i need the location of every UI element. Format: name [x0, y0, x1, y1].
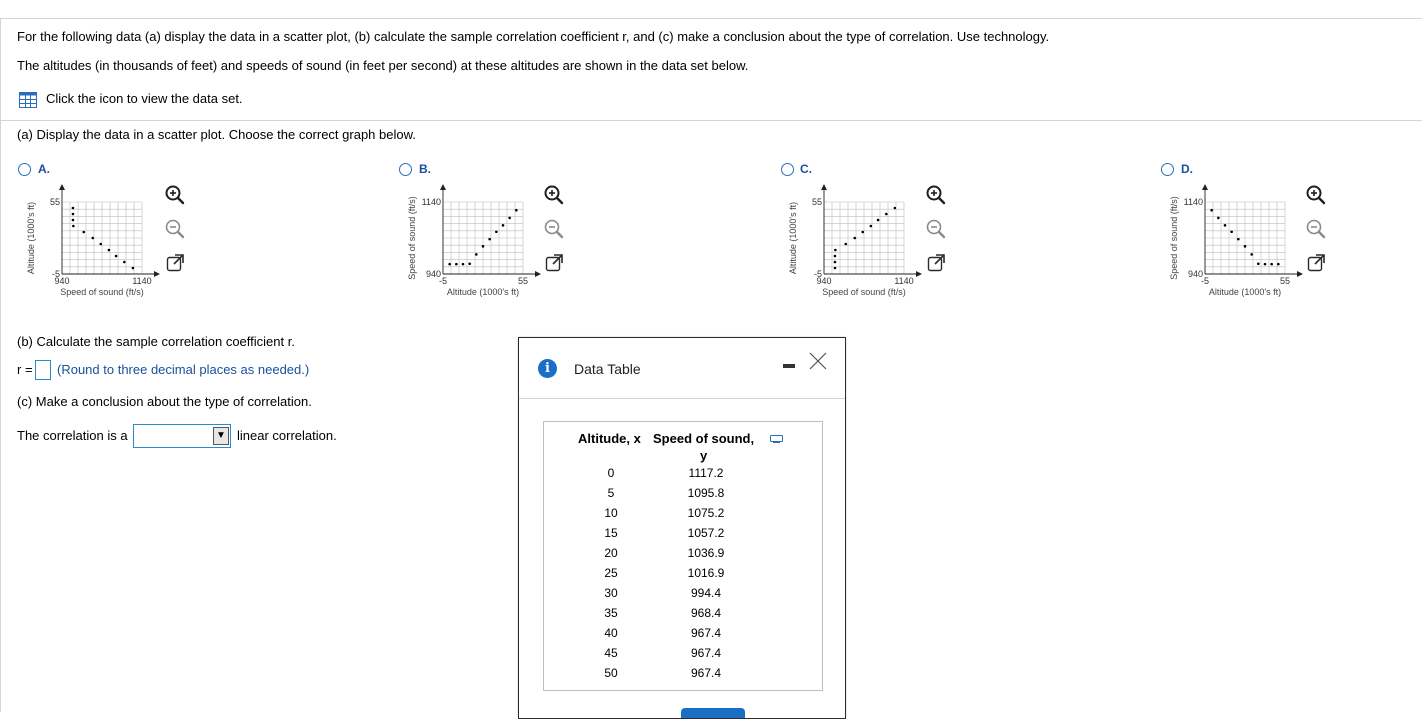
data-point	[508, 217, 511, 220]
y-axis-arrow	[821, 184, 827, 190]
table-cell-y: 1016.9	[687, 566, 725, 580]
conclusion-suffix: linear correlation.	[237, 428, 337, 443]
data-point	[72, 225, 75, 228]
table-cell-y: 1036.9	[687, 546, 725, 560]
data-point	[515, 209, 518, 212]
table-cell-x: 30	[604, 586, 618, 600]
pop-out-icon[interactable]	[164, 252, 186, 274]
data-point	[495, 231, 498, 234]
x-axis-arrow	[535, 271, 541, 277]
data-point	[1257, 262, 1260, 265]
section-divider	[0, 120, 1422, 121]
option-d-label: D.	[1181, 162, 1193, 176]
copy-icon[interactable]	[770, 433, 784, 445]
table-cell-x: 40	[604, 626, 618, 640]
x-tick-label: 55	[517, 276, 529, 286]
table-cell-y: 1057.2	[687, 526, 725, 540]
zoom-in-icon[interactable]	[164, 184, 186, 206]
option-a-label: A.	[38, 162, 50, 176]
data-point	[82, 231, 85, 234]
top-divider	[0, 18, 1422, 19]
data-point	[834, 249, 837, 252]
data-point	[502, 224, 505, 227]
minimize-icon[interactable]	[783, 364, 795, 368]
r-round-hint: (Round to three decimal places as needed.)	[57, 362, 310, 377]
data-table-dialog	[518, 337, 846, 719]
table-cell-x: 50	[604, 666, 618, 680]
part-c-prompt: (c) Make a conclusion about the type of correlation.	[17, 394, 312, 409]
data-point	[455, 263, 458, 266]
table-cell-x: 25	[604, 566, 618, 580]
data-point	[91, 237, 94, 240]
y-tick-label: 55	[49, 197, 60, 207]
data-point	[1250, 253, 1253, 256]
pop-out-icon[interactable]	[1305, 252, 1327, 274]
zoom-out-icon[interactable]	[1305, 218, 1327, 240]
table-cell-y: 968.4	[690, 606, 722, 620]
print-button[interactable]	[681, 708, 745, 718]
x-axis-arrow	[916, 271, 922, 277]
y-tick-label: 1140	[421, 197, 441, 207]
y-axis-title: Speed of sound (ft/s)	[1169, 196, 1179, 280]
y-axis-arrow	[59, 184, 65, 190]
data-point	[468, 262, 471, 265]
pop-out-icon[interactable]	[543, 252, 565, 274]
table-cell-x: 20	[604, 546, 618, 560]
question-instruction: For the following data (a) display the data in a scatter plot, (b) calculate the sample correlation coefficient r, and (c) make a conclusion about the type of correlation. Use technology.	[17, 29, 1050, 44]
option-b-label: B.	[419, 162, 431, 176]
data-point	[72, 213, 75, 216]
table-cell-x: 15	[604, 526, 618, 540]
data-point	[1277, 263, 1280, 266]
data-point	[1217, 217, 1220, 220]
data-point	[844, 243, 847, 246]
left-border	[0, 18, 1, 712]
option-a-radio[interactable]	[18, 163, 31, 176]
chevron-down-icon[interactable]: ▼	[213, 427, 229, 445]
x-tick-label: 55	[1279, 276, 1291, 286]
y-axis-title: Altitude (1000's ft)	[788, 201, 798, 275]
data-point	[72, 207, 75, 210]
data-point	[834, 267, 837, 270]
x-axis-arrow	[1297, 271, 1303, 277]
x-tick-label: 940	[54, 276, 70, 286]
column-header-x: Altitude, x	[578, 431, 641, 446]
option-c-radio[interactable]	[781, 163, 794, 176]
table-cell-x: 0	[607, 466, 615, 480]
data-point	[72, 219, 75, 222]
zoom-out-icon[interactable]	[164, 218, 186, 240]
table-cell-x: 5	[607, 486, 615, 500]
data-point	[1230, 231, 1233, 234]
close-icon[interactable]	[809, 352, 827, 370]
table-icon[interactable]	[19, 92, 37, 108]
data-point	[894, 207, 897, 210]
data-point	[462, 263, 465, 266]
dialog-title: Data Table	[574, 361, 641, 377]
option-b-scatter-plot	[391, 182, 541, 307]
pop-out-icon[interactable]	[925, 252, 947, 274]
data-point	[1210, 209, 1213, 212]
info-icon: i	[538, 359, 557, 378]
data-point	[482, 245, 485, 248]
r-answer-input[interactable]	[35, 360, 51, 380]
zoom-in-icon[interactable]	[1305, 184, 1327, 206]
question-context: The altitudes (in thousands of feet) and speeds of sound (in feet per second) at these altitudes are shown in the data set below.	[17, 58, 749, 73]
dialog-header	[519, 338, 845, 399]
data-point	[99, 243, 102, 246]
data-point	[870, 225, 873, 228]
column-header-y-var: y	[700, 448, 708, 463]
zoom-out-icon[interactable]	[543, 218, 565, 240]
y-tick-label: 55	[811, 197, 822, 207]
y-tick-label: -5	[51, 269, 60, 279]
data-point	[877, 219, 880, 222]
table-cell-y: 967.4	[690, 626, 722, 640]
column-header-y: Speed of sound,	[653, 431, 755, 446]
data-point	[1264, 263, 1267, 266]
y-tick-label: 1140	[1183, 197, 1203, 207]
data-point	[132, 267, 135, 270]
data-point	[475, 253, 478, 256]
data-point	[1237, 238, 1240, 241]
x-axis-title: Speed of sound (ft/s)	[822, 287, 906, 297]
x-tick-label: -5	[1200, 276, 1210, 286]
data-point	[108, 249, 111, 252]
data-point	[861, 231, 864, 234]
x-tick-label: 1140	[132, 276, 152, 286]
y-tick-label: 940	[425, 269, 441, 279]
x-tick-label: -5	[438, 276, 448, 286]
y-axis-title: Altitude (1000's ft)	[26, 201, 36, 275]
zoom-in-icon[interactable]	[543, 184, 565, 206]
data-point	[488, 238, 491, 241]
data-point	[448, 263, 451, 266]
data-point	[115, 255, 118, 258]
option-c-scatter-plot	[772, 182, 922, 307]
data-point	[1270, 263, 1273, 266]
data-point	[123, 261, 126, 264]
conclusion-prefix: The correlation is a	[17, 428, 128, 443]
x-tick-label: 1140	[894, 276, 914, 286]
data-point	[834, 261, 837, 264]
part-a-prompt: (a) Display the data in a scatter plot. Choose the correct graph below.	[17, 127, 416, 142]
zoom-out-icon[interactable]	[925, 218, 947, 240]
y-axis-arrow	[1202, 184, 1208, 190]
correlation-type-dropdown[interactable]	[133, 424, 231, 448]
y-tick-label: -5	[813, 269, 822, 279]
r-label: r =	[17, 362, 33, 377]
table-cell-x: 10	[604, 506, 618, 520]
table-cell-y: 967.4	[690, 666, 722, 680]
table-cell-y: 994.4	[690, 586, 722, 600]
x-axis-title: Altitude (1000's ft)	[446, 287, 520, 297]
zoom-in-icon[interactable]	[925, 184, 947, 206]
data-point	[853, 237, 856, 240]
table-cell-y: 967.4	[690, 646, 722, 660]
table-cell-x: 45	[604, 646, 618, 660]
option-b-radio[interactable]	[399, 163, 412, 176]
dataset-link[interactable]: Click the icon to view the data set.	[46, 91, 243, 106]
x-axis-title: Speed of sound (ft/s)	[60, 287, 144, 297]
table-cell-x: 35	[604, 606, 618, 620]
table-cell-y: 1075.2	[687, 506, 725, 520]
option-d-radio[interactable]	[1161, 163, 1174, 176]
x-tick-label: 940	[816, 276, 832, 286]
x-axis-title: Altitude (1000's ft)	[1208, 287, 1282, 297]
option-c-label: C.	[800, 162, 812, 176]
y-tick-label: 940	[1187, 269, 1203, 279]
option-a-scatter-plot	[10, 182, 160, 307]
option-d-scatter-plot	[1153, 182, 1303, 307]
data-point	[1244, 245, 1247, 248]
part-b-prompt: (b) Calculate the sample correlation coefficient r.	[17, 334, 295, 349]
x-axis-arrow	[154, 271, 160, 277]
y-axis-arrow	[440, 184, 446, 190]
y-axis-title: Speed of sound (ft/s)	[407, 196, 417, 280]
table-cell-y: 1117.2	[688, 466, 724, 480]
data-point	[885, 213, 888, 216]
data-point	[834, 255, 837, 258]
data-table	[543, 421, 823, 691]
table-cell-y: 1095.8	[687, 486, 725, 500]
data-point	[1224, 224, 1227, 227]
